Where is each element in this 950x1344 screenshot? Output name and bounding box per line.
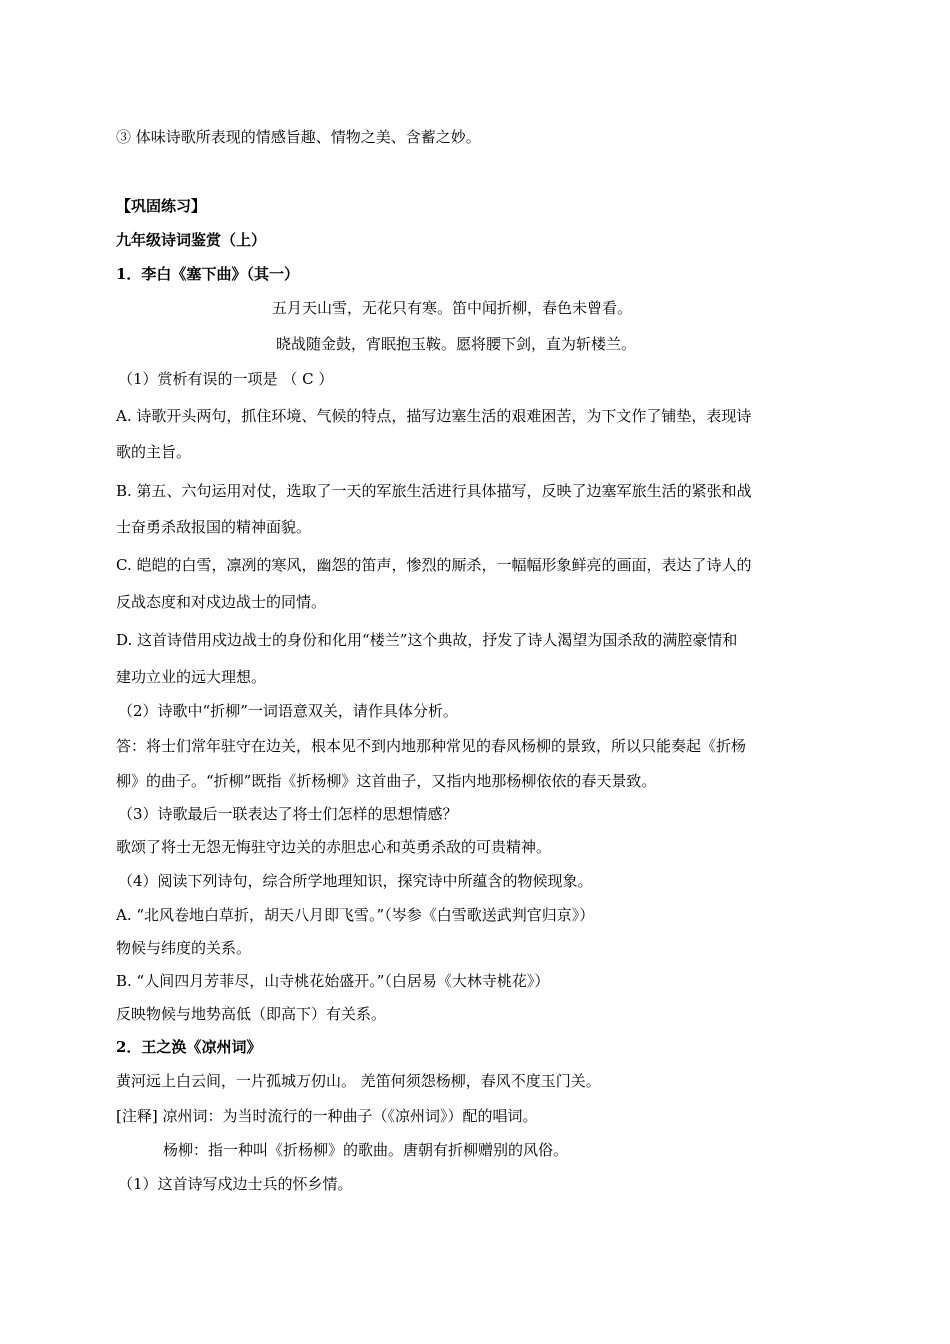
q1-sub2-question: （2）诗歌中“折柳”一词语意双关，请作具体分析。	[118, 702, 458, 720]
q1-sub2-answer-line-1: 答：将士们常年驻守在边关，根本见不到内地那种常见的春风杨柳的景致，所以只能奏起《折杨	[116, 737, 747, 755]
q2-note-1: [注释] 凉州词：为当时流行的一种曲子（《凉州词》）配的唱词。	[116, 1107, 538, 1125]
q1-title: 1．李白《塞下曲》（其一）	[116, 265, 299, 283]
q1-sub4-a: A. “北风卷地白草折，胡天八月即飞雪。”（岑参《白雪歌送武判官归京》）	[116, 906, 595, 924]
intro-point-3: ③ 体味诗歌所表现的情感旨趣、情物之美、含蓄之妙。	[116, 128, 481, 146]
q2-sub1-question: （1）这首诗写戍边士兵的怀乡情。	[118, 1175, 353, 1193]
q2-title: 2．王之涣《凉州词》	[116, 1038, 262, 1056]
q1-option-b-line-1: B. 第五、六句运用对仗，选取了一天的军旅生活进行具体描写，反映了边塞军旅生活的紧张和战	[116, 482, 752, 500]
q1-sub1-question: （1）赏析有误的一项是 （ C ）	[118, 370, 334, 388]
q2-note-2: 杨柳：指一种叫《折杨柳》的歌曲。唐朝有折柳赠别的风俗。	[163, 1141, 569, 1159]
q1-sub4-b-answer: 反映物候与地势高低（即高下）有关系。	[116, 1005, 387, 1023]
q2-poem: 黄河远上白云间，一片孤城万仞山。 羌笛何须怨杨柳，春风不度玉门关。	[116, 1072, 601, 1090]
q1-option-d-line-2: 建功立业的远大理想。	[116, 668, 267, 686]
q1-option-b-line-2: 士奋勇杀敌报国的精神面貌。	[116, 518, 312, 536]
q1-option-c-line-2: 反战态度和对戍边战士的同情。	[116, 593, 327, 611]
q1-option-c-line-1: C. 皑皑的白雪，凛冽的寒风，幽怨的笛声，惨烈的厮杀，一幅幅形象鲜亮的画面，表达了诗人的	[116, 556, 752, 574]
q1-option-d-line-1: D. 这首诗借用戍边战士的身份和化用“楼兰”这个典故，抒发了诗人渴望为国杀敌的满腔豪情和	[116, 631, 738, 649]
q1-sub2-answer-line-2: 柳》的曲子。“折柳”既指《折杨柳》这首曲子，又指内地那杨柳依依的春天景致。	[116, 772, 657, 790]
section-heading: 【巩固练习】	[116, 197, 207, 215]
q1-poem-line-2: 晓战随金鼓，宵眠抱玉鞍。愿将腰下剑，直为斩楼兰。	[276, 335, 637, 353]
q1-sub3-answer: 歌颂了将士无怨无悔驻守边关的赤胆忠心和英勇杀敌的可贵精神。	[116, 838, 552, 856]
q1-sub4-a-answer: 物候与纬度的关系。	[116, 939, 252, 957]
q1-poem-line-1: 五月天山雪，无花只有寒。笛中闻折柳，春色未曾看。	[272, 299, 633, 317]
q1-sub4-question: （4）阅读下列诗句，综合所学地理知识，探究诗中所蕴含的物候现象。	[118, 872, 593, 890]
q1-sub4-b: B. “人间四月芳菲尽，山寺桃花始盛开。”（白居易《大林寺桃花》）	[116, 972, 550, 990]
section-subheading: 九年级诗词鉴赏（上）	[116, 231, 267, 249]
q1-sub3-question: （3）诗歌最后一联表达了将士们怎样的思想情感？	[118, 805, 458, 823]
q1-option-a-line-2: 歌的主旨。	[116, 443, 192, 461]
q1-option-a-line-1: A. 诗歌开头两句，抓住环境、气候的特点，描写边塞生活的艰难困苦，为下文作了铺垫，表现诗	[116, 407, 752, 425]
